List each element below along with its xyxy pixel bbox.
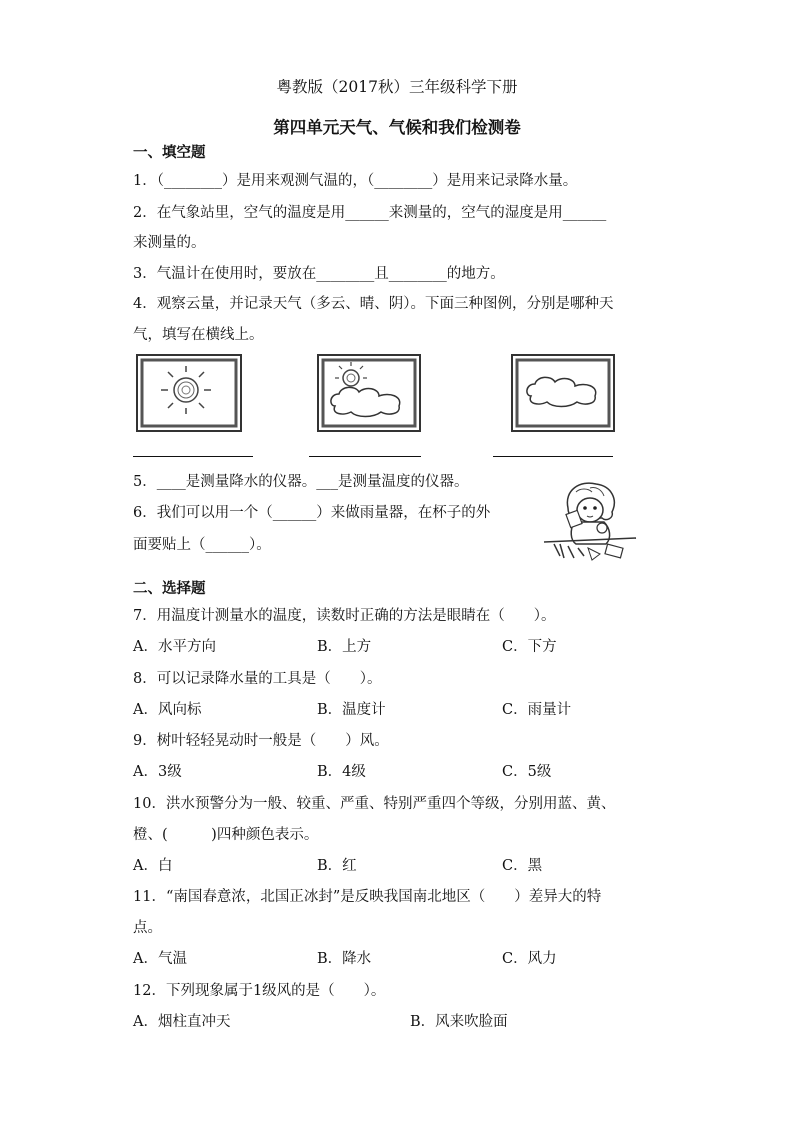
question-10-option-b: B．红 [317,858,357,874]
question-8: 8．可以记录降水量的工具是（ ）。 [133,671,382,687]
partly-cloudy-icon [317,354,421,432]
sun-icon [136,354,242,432]
cloud-icon [511,354,615,432]
question-9-option-c: C．5级 [502,764,552,780]
question-1: 1．（________）是用来观测气温的，（________）是用来记录降水量。 [133,173,578,189]
question-7-option-a: A．水平方向 [133,639,216,655]
document-title: 粤教版（2017秋）三年级科学下册 [276,78,518,96]
answer-line-2 [309,456,421,457]
section-heading-multiple-choice: 二、选择题 [133,580,206,597]
question-4-line-2: 气，填写在横线上。 [133,327,264,343]
question-10-option-a: A．白 [133,858,173,874]
question-7-option-c: C．下方 [502,639,557,655]
question-10-line-1: 10．洪水预警分为一般、较重、严重、特别严重四个等级，分别用蓝、黄、 [133,796,616,812]
question-11-line-1: 11．“南国春意浓，北国正冰封”是反映我国南北地区（ ）差异大的特 [133,889,602,905]
question-2-line-2: 来测量的。 [133,235,206,251]
question-9: 9．树叶轻轻晃动时一般是（ ）风。 [133,733,389,749]
question-12-option-a: A．烟柱直冲天 [133,1014,231,1030]
question-4-line-1: 4．观察云量，并记录天气（多云、晴、阴）。下面三种图例，分别是哪种天 [133,296,614,312]
question-11-option-c: C．风力 [502,951,557,967]
question-10-line-2: 橙、( )四种颜色表示。 [133,827,319,843]
question-11-option-b: B．降水 [317,951,372,967]
question-7-option-b: B．上方 [317,639,372,655]
question-8-option-c: C．雨量计 [502,702,572,718]
question-3: 3．气温计在使用时，要放在________且________的地方。 [133,266,505,282]
question-9-option-a: A．3级 [133,764,182,780]
section-heading-fill-in: 一、填空题 [133,144,206,161]
answer-line-1 [133,456,253,457]
question-2-line-1: 2．在气象站里，空气的温度是用______来测量的，空气的湿度是用______ [133,205,607,221]
question-8-option-a: A．风向标 [133,702,202,718]
document-subtitle: 第四单元天气、气候和我们检测卷 [273,118,521,137]
question-12-option-b: B．风来吹脸面 [410,1014,508,1030]
child-illustration [540,478,640,568]
question-11-option-a: A．气温 [133,951,187,967]
question-8-option-b: B．温度计 [317,702,386,718]
question-9-option-b: B．4级 [317,764,366,780]
question-12: 12．下列现象属于1级风的是（ ）。 [133,983,386,999]
question-11-line-2: 点。 [133,920,162,936]
question-7: 7．用温度计测量水的温度，读数时正确的方法是眼睛在（ ）。 [133,608,556,624]
question-10-option-c: C．黑 [502,858,543,874]
question-6-line-1: 6．我们可以用一个（______）来做雨量器，在杯子的外 [133,505,491,521]
answer-line-3 [493,456,613,457]
question-5: 5．____是测量降水的仪器。___是测量温度的仪器。 [133,474,469,490]
question-6-line-2: 面要贴上（______）。 [133,537,271,553]
